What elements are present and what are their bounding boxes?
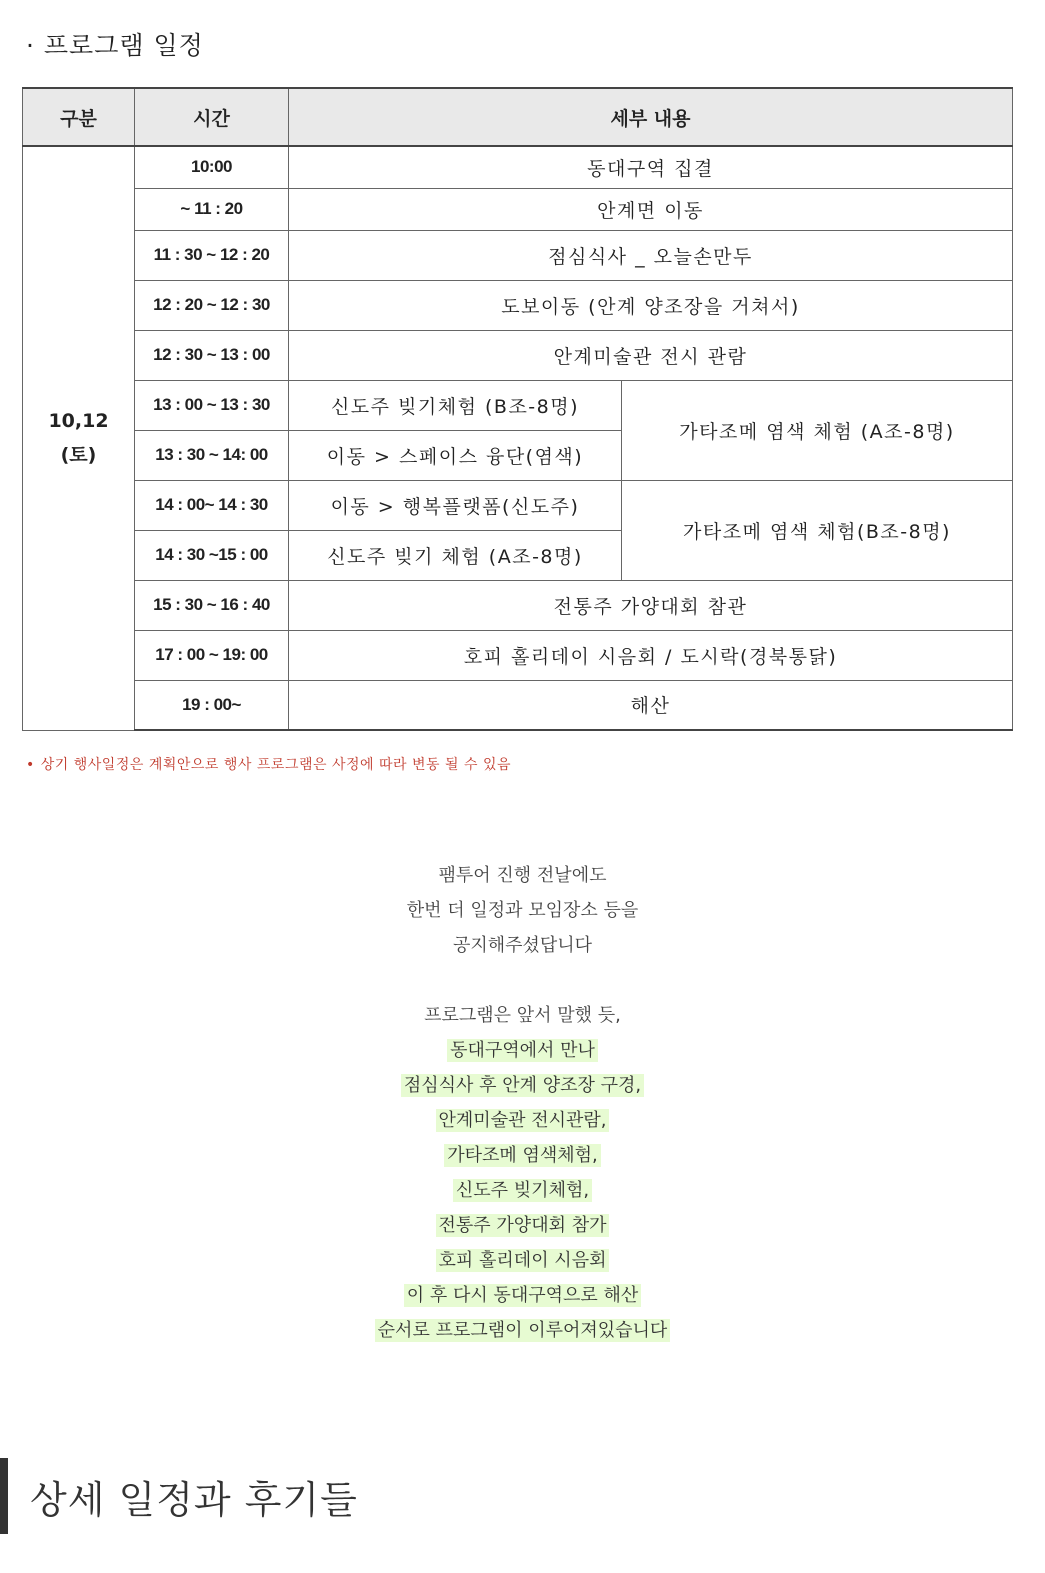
paragraph-program bbox=[0, 998, 1045, 1348]
notice-bullet: • bbox=[26, 757, 35, 773]
detail-cell: 안계면 이동 bbox=[289, 188, 1013, 230]
detail-cell: 동대구역 집결 bbox=[289, 146, 1013, 188]
time-cell: 17 : 00 ~ 19: 00 bbox=[135, 630, 289, 680]
schedule-notice bbox=[26, 754, 511, 774]
section-title: 상세 일정과 후기들 bbox=[30, 1477, 358, 1522]
table-row bbox=[23, 630, 1013, 680]
detail-cell: 호피 홀리데이 시음회 / 도시락(경북통닭) bbox=[289, 630, 1013, 680]
highlighted-text: 점심식사 후 안계 양조장 구경, bbox=[401, 1074, 644, 1097]
table-row bbox=[23, 580, 1013, 630]
header-detail: 세부 내용 bbox=[289, 88, 1013, 146]
time-cell: 11 : 30 ~ 12 : 20 bbox=[135, 230, 289, 280]
section-heading bbox=[0, 1458, 800, 1534]
detail-cell: 점심식사 _ 오늘손만두 bbox=[289, 230, 1013, 280]
time-cell: 12 : 20 ~ 12 : 30 bbox=[135, 280, 289, 330]
schedule-table bbox=[22, 87, 1013, 731]
table-header-row bbox=[23, 88, 1013, 146]
table-row bbox=[23, 680, 1013, 730]
table-row bbox=[23, 330, 1013, 380]
highlighted-text: 신도주 빚기체험, bbox=[453, 1179, 592, 1202]
header-category: 구분 bbox=[23, 88, 135, 146]
paragraph-notice bbox=[0, 858, 1045, 963]
detail-cell: 신도주 빚기체험 (B조-8명) bbox=[289, 380, 622, 430]
schedule-title: · 프로그램 일정 bbox=[26, 31, 204, 60]
highlighted-text: 동대구역에서 만나 bbox=[447, 1039, 598, 1062]
day-date: 10,12 bbox=[48, 410, 109, 433]
table-row bbox=[23, 188, 1013, 230]
table-row bbox=[23, 280, 1013, 330]
time-cell: ~ 11 : 20 bbox=[135, 188, 289, 230]
notice-text: 상기 행사일정은 계획안으로 행사 프로그램은 사정에 따라 변동 될 수 있음 bbox=[40, 757, 511, 773]
detail-cell: 도보이동 (안계 양조장을 거쳐서) bbox=[289, 280, 1013, 330]
text-line: 공지해주셨답니다 bbox=[452, 935, 593, 956]
time-cell: 19 : 00~ bbox=[135, 680, 289, 730]
time-cell: 14 : 00~ 14 : 30 bbox=[135, 480, 289, 530]
detail-cell: 전통주 가양대회 참관 bbox=[289, 580, 1013, 630]
highlighted-text: 호피 홀리데이 시음회 bbox=[436, 1249, 610, 1272]
detail-cell: 해산 bbox=[289, 680, 1013, 730]
day-cell bbox=[23, 146, 135, 730]
table-row bbox=[23, 480, 1013, 530]
text-line: 팸투어 진행 전날에도 bbox=[438, 865, 607, 886]
highlighted-text: 안계미술관 전시관람, bbox=[436, 1109, 610, 1132]
time-cell: 13 : 00 ~ 13 : 30 bbox=[135, 380, 289, 430]
text-line: 한번 더 일정과 모임장소 등을 bbox=[406, 900, 639, 921]
detail-cell: 이동 > 행복플랫폼(신도주) bbox=[289, 480, 622, 530]
day-weekday: (토) bbox=[60, 444, 97, 467]
header-time: 시간 bbox=[135, 88, 289, 146]
detail-cell: 이동 > 스페이스 융단(염색) bbox=[289, 430, 622, 480]
time-cell: 12 : 30 ~ 13 : 00 bbox=[135, 330, 289, 380]
table-row bbox=[23, 146, 1013, 188]
highlighted-text: 전통주 가양대회 참가 bbox=[436, 1214, 610, 1237]
table-row bbox=[23, 230, 1013, 280]
time-cell: 13 : 30 ~ 14: 00 bbox=[135, 430, 289, 480]
text-line: 프로그램은 앞서 말했 듯, bbox=[424, 1005, 621, 1026]
table-row bbox=[23, 380, 1013, 430]
highlighted-text: 순서로 프로그램이 이루어져있습니다 bbox=[375, 1319, 671, 1342]
highlighted-text: 가타조메 염색체험, bbox=[444, 1144, 601, 1167]
detail-cell-right: 가타조메 염색 체험(B조-8명) bbox=[622, 480, 1013, 580]
time-cell: 15 : 30 ~ 16 : 40 bbox=[135, 580, 289, 630]
post-body bbox=[0, 858, 1045, 1383]
section-accent-bar bbox=[0, 1458, 8, 1534]
detail-cell: 안계미술관 전시 관람 bbox=[289, 330, 1013, 380]
highlighted-text: 이 후 다시 동대구역으로 해산 bbox=[404, 1284, 642, 1307]
detail-cell-right: 가타조메 염색 체험 (A조-8명) bbox=[622, 380, 1013, 480]
detail-cell: 신도주 빚기 체험 (A조-8명) bbox=[289, 530, 622, 580]
time-cell: 14 : 30 ~15 : 00 bbox=[135, 530, 289, 580]
time-cell: 10:00 bbox=[135, 146, 289, 188]
